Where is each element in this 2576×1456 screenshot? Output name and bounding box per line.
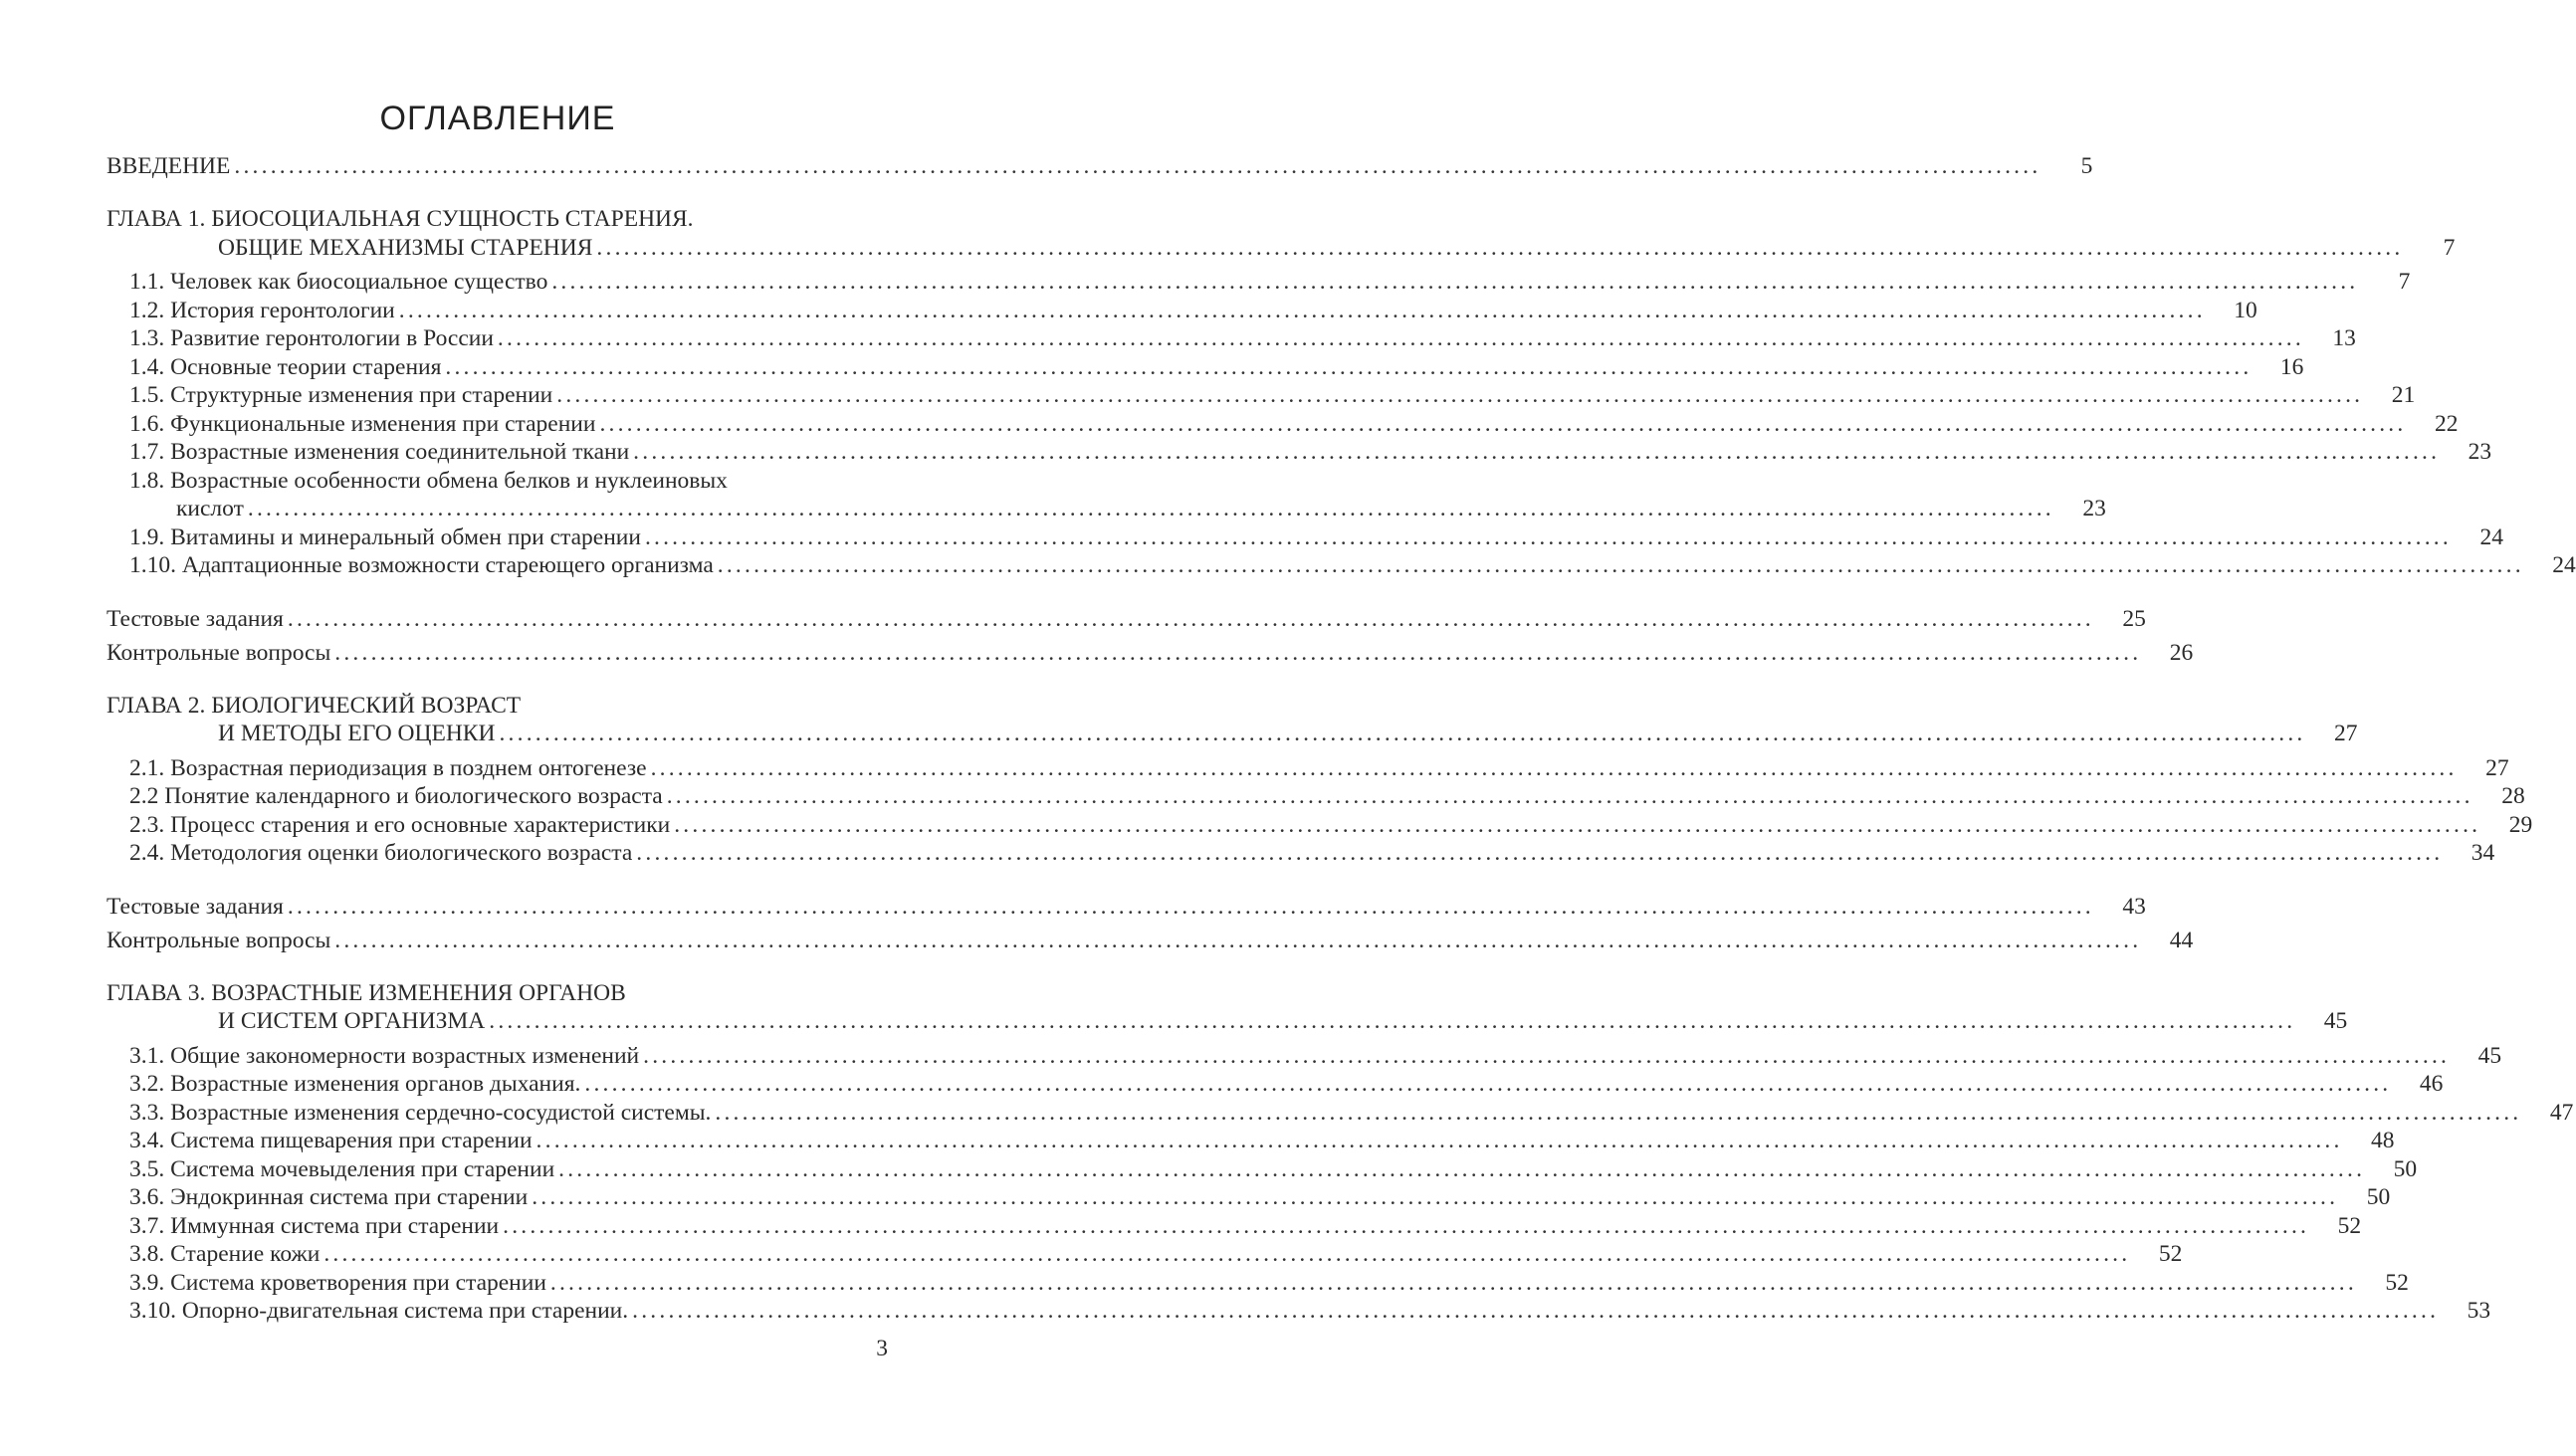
toc-entry[interactable]: [107, 636, 2194, 670]
dot-leader: ........................................................................................................................................................................................................: [650, 754, 2458, 781]
toc-chapter-heading-continuation[interactable]: [107, 720, 2358, 748]
dot-leader: ........................................................................................................................................................................................................: [497, 325, 2304, 351]
page-number: 3: [876, 1336, 888, 1361]
dot-leader: ........................................................................................................................................................................................................: [558, 1155, 2366, 1182]
toc-entry-label: ГЛАВА 1. БИОСОЦИАЛЬНАЯ СУЩНОСТЬ СТАРЕНИЯ.: [107, 206, 694, 232]
toc-entry-label: 1.7. Возрастные изменения соединительной ткани: [129, 439, 630, 465]
dot-leader: ........................................................................................................................................................................................................: [398, 297, 2206, 323]
toc-entry-label: 1.3. Развитие геронтологии в России: [129, 325, 494, 351]
dot-leader: ........................................................................................................................................................................................................: [503, 1212, 2310, 1239]
toc-entry-page: 47: [2549, 1099, 2574, 1126]
toc-subentry[interactable]: [107, 381, 2416, 410]
toc-subentry[interactable]: [107, 467, 889, 496]
toc-entry-page: 29: [2508, 811, 2533, 838]
dot-leader: ........................................................................................................................................................................................................: [674, 811, 2481, 838]
toc-entry-page: 24: [2552, 552, 2576, 578]
toc-entry-label: 3.5. Система мочевыделения при старении: [129, 1155, 555, 1182]
toc-subentry[interactable]: [107, 551, 2576, 580]
toc-entry-label: 3.9. Система кроветворения при старении: [129, 1269, 546, 1296]
toc-entry-label: 3.10. Опорно-двигательная система при старении.: [129, 1298, 629, 1324]
page-title: ОГЛАВЛЕНИЕ: [379, 100, 616, 137]
toc-entry-label: 1.8. Возрастные особенности обмена белков и нуклеиновых: [129, 467, 728, 494]
toc-subentry[interactable]: [107, 782, 2525, 811]
toc-subentry[interactable]: [107, 1127, 2395, 1155]
toc-entry-page: 34: [2470, 840, 2495, 866]
dot-leader: ........................................................................................................................................................................................................: [596, 234, 2404, 261]
toc-entry-page: 5: [2080, 153, 2093, 179]
dot-leader: ........................................................................................................................................................................................................: [643, 1042, 2451, 1069]
toc-entry-page: 46: [2419, 1071, 2444, 1097]
dot-leader: ........................................................................................................................................................................................................: [323, 1241, 2131, 1267]
toc-entry-label: ГЛАВА 3. ВОЗРАСТНЫЕ ИЗМЕНЕНИЯ ОРГАНОВ: [107, 979, 626, 1006]
dot-leader: ........................................................................................................................................................................................................: [287, 605, 2094, 632]
toc-entry-label: 3.7. Иммунная система при старении: [129, 1212, 500, 1239]
toc-entry-page: 25: [2122, 605, 2146, 632]
toc-entry-label: 3.1. Общие закономерности возрастных изменений: [129, 1042, 640, 1069]
toc-entry-label: 3.8. Старение кожи: [129, 1241, 321, 1267]
dot-leader: ........................................................................................................................................................................................................: [334, 639, 2142, 666]
toc-entry[interactable]: [107, 924, 2194, 957]
toc-entry-page: 26: [2169, 639, 2194, 666]
toc-entry-page: 45: [2477, 1042, 2502, 1069]
dot-leader: ........................................................................................................................................................................................................: [489, 1008, 2296, 1034]
toc-chapter-heading-continuation[interactable]: [107, 1007, 2348, 1036]
toc-subentry[interactable]: [107, 1297, 2491, 1326]
dot-leader: ........................................................................................................................................................................................................: [644, 523, 2452, 550]
toc-entry-page: 24: [2479, 523, 2503, 550]
toc-subentry[interactable]: [107, 1183, 2391, 1212]
toc-entry-page: 7: [2443, 234, 2456, 261]
toc-subentry[interactable]: [107, 1269, 2409, 1298]
toc-entry-page: 7: [2398, 269, 2411, 295]
toc-entry-page: 27: [2485, 754, 2509, 781]
dot-leader: ........................................................................................................................................................................................................: [633, 439, 2441, 465]
toc-entry-page: 52: [2158, 1241, 2183, 1267]
toc-entry-label: Контрольные вопросы: [107, 927, 331, 953]
toc-chapter-heading[interactable]: [107, 979, 889, 1008]
dot-leader: ........................................................................................................................................................................................................: [551, 269, 2359, 295]
dot-leader: ........................................................................................................................................................................................................: [666, 783, 2473, 809]
toc-entry-page: 44: [2169, 927, 2194, 953]
toc-entry-page: 23: [2082, 496, 2106, 521]
toc-entry-label: 1.1. Человек как биосоциальное существо: [129, 269, 548, 295]
dot-leader: ........................................................................................................................................................................................................: [445, 353, 2253, 380]
toc-entry-label: ВВЕДЕНИЕ: [107, 153, 231, 179]
toc-chapter-heading[interactable]: [107, 692, 889, 721]
dot-leader: ........................................................................................................................................................................................................: [234, 153, 2041, 179]
dot-leader: ........................................................................................................................................................................................................: [287, 893, 2094, 920]
toc-entry-page: 21: [2391, 382, 2416, 408]
toc-entry-page: 22: [2434, 410, 2459, 437]
toc-entry-label: Тестовые задания: [107, 605, 284, 632]
toc-entry-label: 2.2 Понятие календарного и биологического возраста: [129, 783, 663, 809]
toc-entry-page: 23: [2468, 439, 2492, 465]
toc-entry-label: И МЕТОДЫ ЕГО ОЦЕНКИ: [218, 721, 496, 746]
toc-entry-label: 1.10. Адаптационные возможности стареющего организма: [129, 552, 714, 578]
toc-entry-page: 52: [2385, 1269, 2409, 1296]
toc-entry-label: 1.6. Функциональные изменения при старении: [129, 410, 596, 437]
toc-subentry[interactable]: [107, 1155, 2418, 1184]
toc-entry-label: кислот: [176, 496, 244, 521]
dot-leader: ........................................................................................................................................................................................................: [532, 1184, 2339, 1210]
dot-leader: ........................................................................................................................................................................................................: [536, 1128, 2343, 1153]
toc-entry-label: 2.3. Процесс старения и его основные характеристики: [129, 811, 671, 838]
toc-subentry[interactable]: [107, 410, 2459, 439]
dot-leader: ........................................................................................................................................................................................................: [334, 927, 2142, 953]
toc-entry-label: 3.4. Система пищеварения при старении: [129, 1128, 533, 1153]
toc-entry-label: 3.6. Эндокринная система при старении: [129, 1184, 529, 1210]
toc-entry[interactable]: [107, 149, 2093, 183]
toc-subentry-continuation[interactable]: [107, 495, 2106, 523]
dot-leader: ........................................................................................................................................................................................................: [632, 1298, 2440, 1324]
toc-entry-page: 45: [2323, 1008, 2348, 1034]
dot-leader: ........................................................................................................................................................................................................: [715, 1099, 2522, 1126]
toc-chapter-heading[interactable]: [107, 205, 889, 234]
toc-entry-page: 52: [2337, 1212, 2362, 1239]
toc-subentry[interactable]: [107, 1212, 2362, 1241]
toc-entry-label: 1.2. История геронтологии: [129, 297, 395, 323]
toc-entry-page: 13: [2332, 325, 2356, 351]
toc-subentry[interactable]: [107, 324, 2356, 353]
toc-entry-page: 10: [2234, 297, 2257, 323]
toc-entry-label: 3.2. Возрастные изменения органов дыхания.: [129, 1071, 581, 1097]
toc-entry-label: Тестовые задания: [107, 893, 284, 920]
toc-entry-page: 16: [2279, 353, 2304, 380]
toc-entry-label: 1.9. Витамины и минеральный обмен при старении: [129, 523, 641, 550]
dot-leader: ........................................................................................................................................................................................................: [599, 410, 2407, 437]
toc-entry-label: ГЛАВА 2. БИОЛОГИЧЕСКИЙ ВОЗРАСТ: [107, 692, 522, 719]
toc-subentry[interactable]: [107, 523, 2503, 552]
toc-entry-label: 2.1. Возрастная периодизация в позднем онтогенезе: [129, 754, 647, 781]
toc-subentry[interactable]: [107, 754, 2509, 783]
toc-entry-label: 3.3. Возрастные изменения сердечно-сосудистой системы.: [129, 1099, 712, 1126]
toc-entry-page: 27: [2333, 721, 2358, 746]
toc-entry-page: 28: [2501, 783, 2525, 809]
toc-subentry[interactable]: [107, 353, 2304, 382]
toc-subentry[interactable]: [107, 1070, 2444, 1099]
toc-entry[interactable]: [107, 602, 2146, 636]
toc-entry-label: И СИСТЕМ ОРГАНИЗМА: [218, 1008, 486, 1034]
toc-subentry[interactable]: [107, 297, 2257, 325]
toc-entry-page: 53: [2467, 1298, 2491, 1324]
toc-subentry[interactable]: [107, 268, 2411, 297]
dot-leader: ........................................................................................................................................................................................................: [556, 382, 2364, 408]
toc-chapter-heading-continuation[interactable]: [107, 234, 2456, 263]
dot-leader: ........................................................................................................................................................................................................: [584, 1071, 2392, 1097]
dot-leader: ........................................................................................................................................................................................................: [636, 840, 2444, 866]
dot-leader: ........................................................................................................................................................................................................: [549, 1269, 2357, 1296]
toc-entry-page: 50: [2366, 1184, 2391, 1210]
toc-subentry[interactable]: [107, 438, 2492, 467]
table-of-contents: [107, 149, 2576, 1326]
toc-subentry[interactable]: [107, 1240, 2183, 1269]
toc-subentry[interactable]: [107, 811, 2533, 840]
toc-entry[interactable]: [107, 890, 2146, 924]
toc-entry-page: 50: [2393, 1155, 2418, 1182]
toc-entry-page: 48: [2371, 1128, 2395, 1153]
toc-entry-label: 1.4. Основные теории старения: [129, 353, 442, 380]
toc-entry-label: 1.5. Структурные изменения при старении: [129, 382, 553, 408]
toc-entry-label: Контрольные вопросы: [107, 639, 331, 666]
toc-entry-page: 43: [2122, 893, 2146, 920]
toc-subentry[interactable]: [107, 1099, 2574, 1128]
dot-leader: ........................................................................................................................................................................................................: [499, 721, 2306, 746]
toc-subentry[interactable]: [107, 839, 2495, 868]
toc-entry-label: ОБЩИЕ МЕХАНИЗМЫ СТАРЕНИЯ: [218, 234, 593, 261]
toc-entry-label: 2.4. Методология оценки биологического возраста: [129, 840, 633, 866]
dot-leader: ........................................................................................................................................................................................................: [247, 496, 2054, 521]
dot-leader: ........................................................................................................................................................................................................: [717, 552, 2524, 578]
toc-subentry[interactable]: [107, 1042, 2502, 1071]
